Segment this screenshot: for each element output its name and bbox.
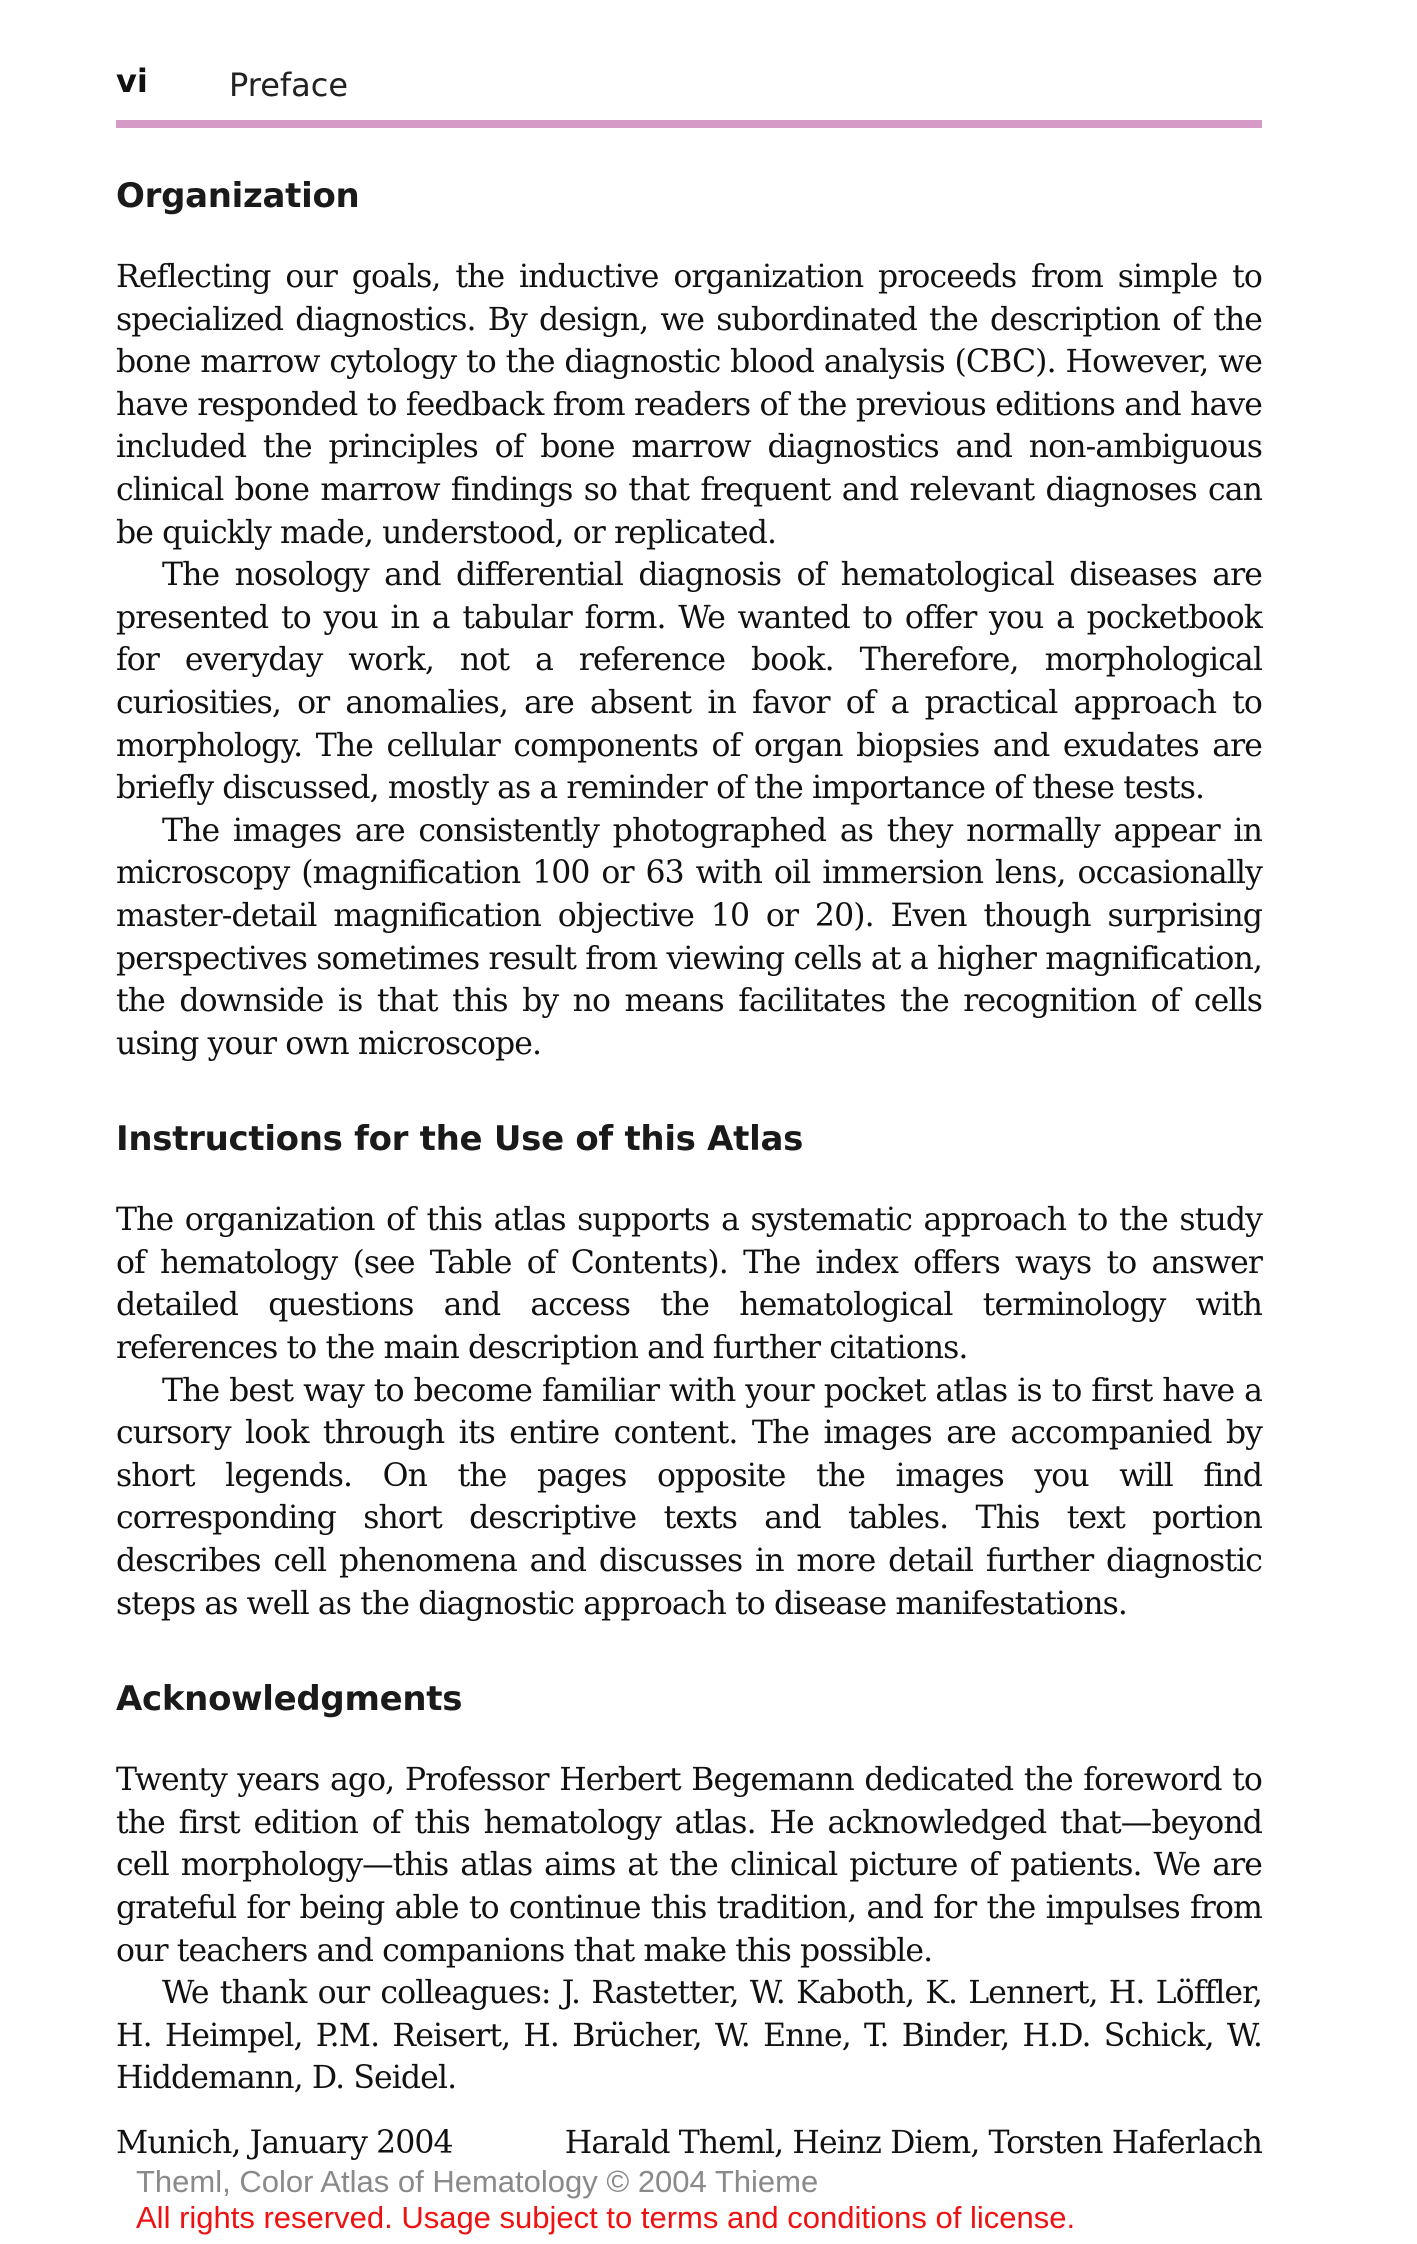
signature-line bbox=[116, 2122, 1262, 2164]
paragraph: The nosology and differential diagnosis of hematological diseases are presented to you in a tabular form. We wanted to offer you a pocketbook for everyday work, not a reference book. Therefore, morphological curiosities, or anomalies, are absent in favor of a practical approach to morphology. The cellular components of organ biopsies and exudates are briefly discussed, mostly as a reminder of the importance of these tests. bbox=[116, 557, 1262, 807]
page-header bbox=[116, 62, 1261, 118]
paragraph: We thank our colleagues: J. Rastetter, W. Kaboth, K. Lennert, H. Löffler, H. Heimpel, P.M. Reisert, H. Brücher, W. Enne, T. Binder, H.D. Schick, W. Hiddemann, D. Seidel. bbox=[116, 1975, 1262, 2097]
section-instructions bbox=[116, 1119, 1262, 1625]
paragraph: The images are consistently photographed as they normally appear in microscopy (magnification 100 or 63 with oil immersion lens, occasionally master-detail magnification objective 10 or 20). Even though surprising perspectives sometimes result from viewing cells at a higher magnification, the downside is that this by no means facilitates the recognition of cells using your own microscope. bbox=[116, 812, 1262, 1062]
signature-place-date: Munich, January 2004 bbox=[116, 2124, 453, 2161]
footer-copyright: Theml, Color Atlas of Hematology © 2004 Thieme bbox=[136, 2164, 819, 2199]
paragraph: The best way to become familiar with your pocket atlas is to first have a cursory look through its entire content. The images are accompanied by short legends. On the pages opposite the images you will find corresponding short descriptive texts and tables. This text portion describes cell phenomena and discusses in more detail further diagnostic steps as well as the diagnostic approach to disease manifestations. bbox=[116, 1372, 1262, 1622]
section-acknowledgments bbox=[116, 1679, 1262, 2100]
section-heading: Acknowledgments bbox=[116, 1679, 463, 1720]
paragraph: Twenty years ago, Professor Herbert Begemann dedicated the foreword to the first edition of this hematology atlas. He acknowledged that—beyond cell morphology—this atlas aims at the clinical picture of patients. We are grateful for being able to continue this tradition, and for the impulses from our teachers and companions that make this possible. bbox=[116, 1762, 1262, 1969]
paragraph: The organization of this atlas supports a systematic approach to the study of hematology (see Table of Contents). The index offers ways to answer detailed questions and access the hematological terminology with references to the main description and further citations. bbox=[116, 1202, 1262, 1367]
paragraph: Reflecting our goals, the inductive organization proceeds from simple to specialized diagnostics. By design, we subordinated the description of the bone marrow cytology to the diagnostic blood analysis (CBC). However, we have responded to feedback from readers of the previous editions and have included the principles of bone marrow diagnostics and non-ambiguous clinical bone marrow findings so that frequent and relevant diagnoses can be quickly made, understood, or replicated. bbox=[116, 259, 1262, 551]
page-content bbox=[116, 176, 1262, 2164]
signature-authors: Harald Theml, Heinz Diem, Torsten Haferlach bbox=[564, 2124, 1262, 2161]
page-number: vi bbox=[116, 62, 148, 100]
running-title: Preface bbox=[229, 66, 349, 104]
license-footer bbox=[136, 2164, 1075, 2236]
section-heading: Organization bbox=[116, 176, 360, 216]
footer-rights: All rights reserved. Usage subject to terms and conditions of license. bbox=[136, 2200, 1076, 2235]
header-rule bbox=[116, 120, 1262, 128]
section-organization bbox=[116, 176, 1262, 1065]
section-heading: Instructions for the Use of this Atlas bbox=[116, 1119, 804, 1160]
